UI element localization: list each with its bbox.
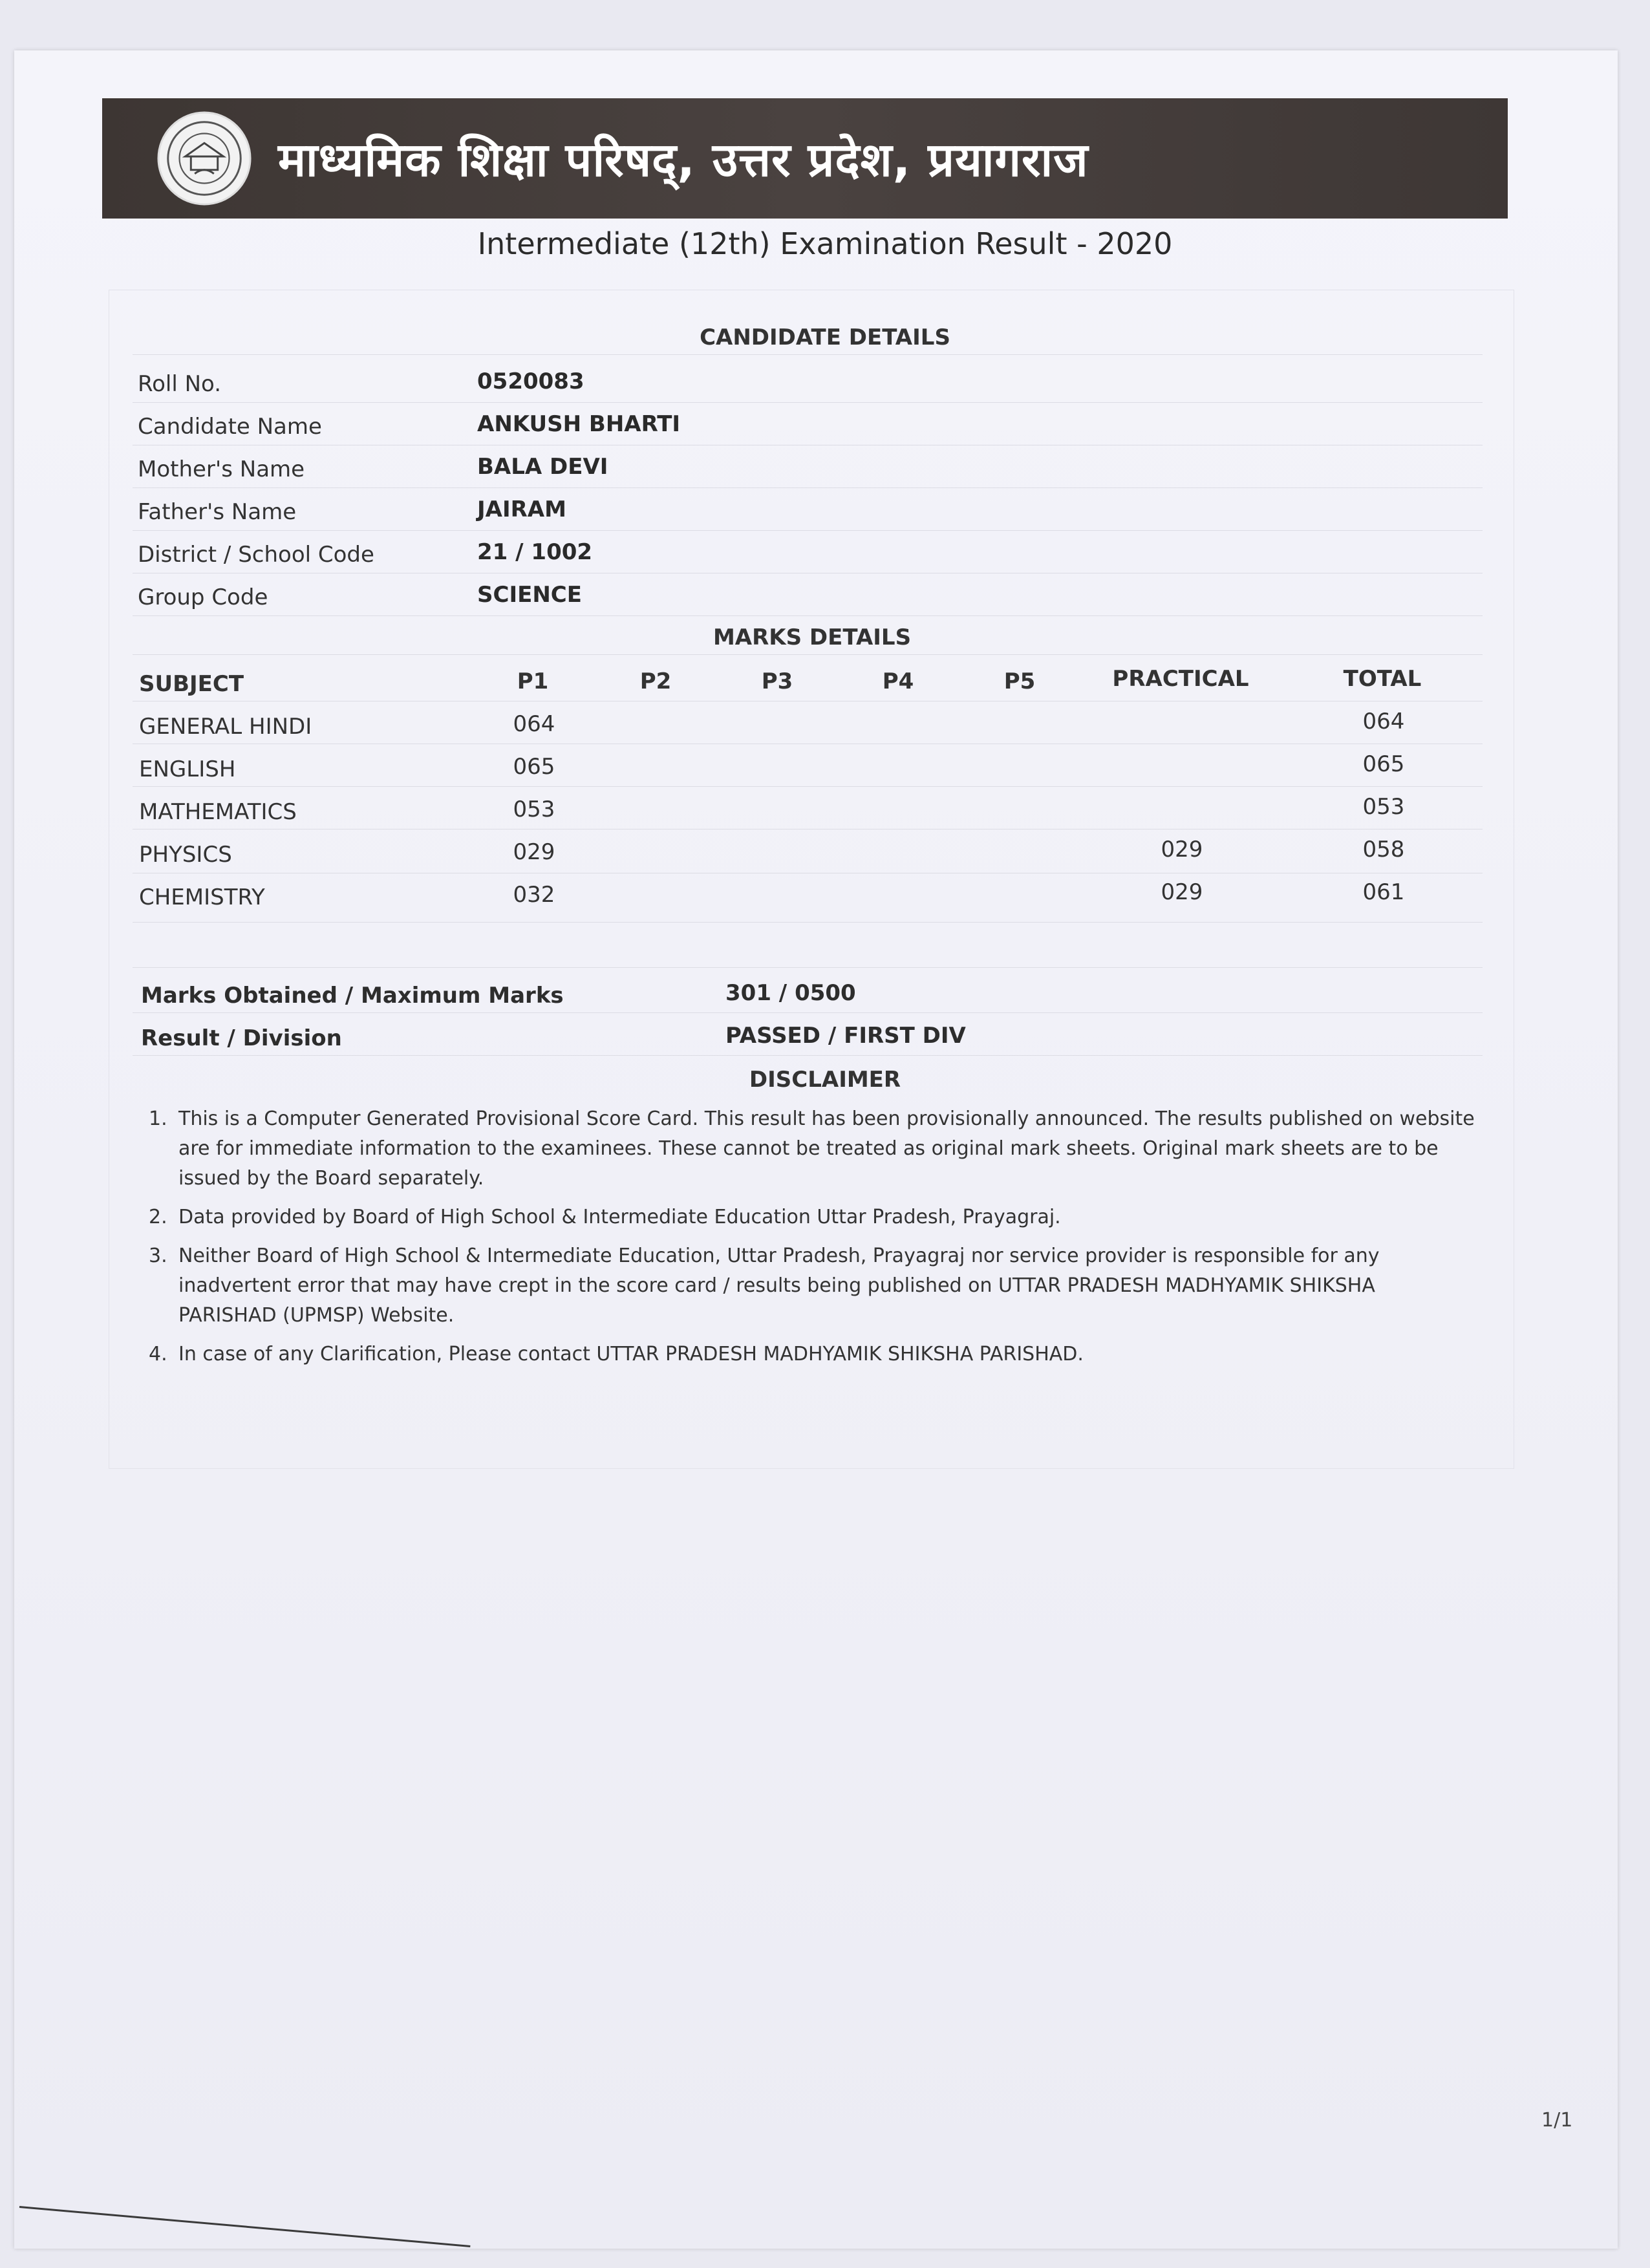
disclaimer-text: Neither Board of High School & Intermediate Education, Uttar Pradesh, Prayagraj nor service provider is responsible for any inadvertent error that may have crept in the score card / results being published on UTTAR PRADESH MADHYAMIK SHIKSHA PARISHAD (UPMSP) Website.: [178, 1245, 1380, 1327]
list-item: [141, 1203, 1478, 1232]
mother-name-value: BALA DEVI: [477, 454, 608, 480]
candidate-name-label: Candidate Name: [138, 414, 322, 440]
header-banner: [102, 98, 1508, 219]
p1-cell: 053: [513, 797, 555, 822]
marks-obtained-label: Marks Obtained / Maximum Marks: [141, 983, 564, 1009]
list-number: 2.: [149, 1206, 167, 1228]
p1-cell: 064: [513, 711, 555, 737]
col-total: TOTAL: [1343, 666, 1422, 692]
list-number: 1.: [149, 1107, 167, 1130]
candidate-name-value: ANKUSH BHARTI: [477, 411, 681, 437]
roll-no-label: Roll No.: [138, 371, 222, 397]
subject-cell: PHYSICS: [139, 842, 232, 868]
col-p3: P3: [761, 669, 793, 694]
total-cell: 053: [1362, 794, 1405, 820]
result-division-value: PASSED / FIRST DIV: [725, 1023, 966, 1049]
divider: [133, 1055, 1483, 1056]
subject-cell: GENERAL HINDI: [139, 714, 312, 740]
disclaimer-text: In case of any Clarification, Please contact UTTAR PRADESH MADHYAMIK SHIKSHA PARISHAD.: [178, 1343, 1084, 1365]
divider: [133, 786, 1483, 787]
subject-cell: ENGLISH: [139, 756, 236, 782]
marks-details-heading: MARKS DETAILS: [712, 625, 912, 650]
divider: [133, 402, 1483, 403]
candidate-details-heading: CANDIDATE DETAILS: [700, 325, 950, 350]
total-cell: 065: [1362, 751, 1405, 777]
subject-cell: CHEMISTRY: [139, 884, 265, 910]
mother-name-label: Mother's Name: [138, 456, 305, 482]
practical-cell: 029: [1161, 837, 1203, 862]
subject-cell: MATHEMATICS: [139, 799, 297, 825]
total-cell: 064: [1362, 709, 1405, 734]
page-number: 1/1: [1541, 2109, 1573, 2132]
divider: [133, 354, 1483, 355]
divider: [133, 530, 1483, 531]
col-p2: P2: [639, 669, 672, 694]
col-p4: P4: [882, 669, 914, 694]
board-name: माध्यमिक शिक्षा परिषद्, उत्तर प्रदेश, प्रयागराज: [278, 133, 1089, 187]
col-p1: P1: [517, 669, 549, 694]
col-p5: P5: [1003, 669, 1036, 694]
list-item: [141, 1104, 1478, 1193]
divider: [133, 922, 1483, 923]
col-subject: SUBJECT: [139, 671, 244, 697]
practical-cell: 029: [1161, 879, 1203, 905]
divider: [133, 654, 1483, 655]
list-item: [141, 1241, 1478, 1331]
group-code-value: SCIENCE: [477, 582, 582, 608]
list-number: 4.: [149, 1343, 167, 1365]
p1-cell: 029: [513, 839, 555, 865]
father-name-label: Father's Name: [138, 499, 297, 525]
list-item: [141, 1340, 1478, 1369]
district-school-code-value: 21 / 1002: [477, 539, 593, 565]
divider: [133, 967, 1483, 968]
col-practical: PRACTICAL: [1112, 666, 1249, 692]
divider: [133, 487, 1483, 488]
marks-obtained-value: 301 / 0500: [725, 980, 856, 1006]
total-cell: 058: [1362, 837, 1405, 862]
result-division-label: Result / Division: [141, 1025, 342, 1051]
divider: [133, 1012, 1483, 1013]
disclaimer-text: This is a Computer Generated Provisional Score Card. This result has been provisionally announced. The results published on website are for immediate information to the examinees. These cannot be treated as original mark sheets. Original mark sheets are to be issued by the Board separately.: [178, 1107, 1475, 1190]
disclaimer-text: Data provided by Board of High School & Intermediate Education Uttar Pradesh, Prayagraj.: [178, 1206, 1061, 1228]
roll-no-value: 0520083: [477, 369, 584, 394]
divider: [133, 615, 1483, 616]
p1-cell: 032: [513, 882, 555, 908]
p1-cell: 065: [513, 754, 555, 780]
upmsp-emblem-icon: [156, 111, 252, 206]
list-number: 3.: [149, 1245, 167, 1267]
document-title: Intermediate (12th) Examination Result - 2020: [477, 226, 1173, 261]
disclaimer-list: [141, 1104, 1478, 1378]
group-code-label: Group Code: [138, 584, 268, 610]
disclaimer-heading: DISCLAIMER: [749, 1067, 901, 1093]
district-school-code-label: District / School Code: [138, 542, 374, 568]
father-name-value: JAIRAM: [477, 497, 566, 522]
total-cell: 061: [1362, 879, 1405, 905]
